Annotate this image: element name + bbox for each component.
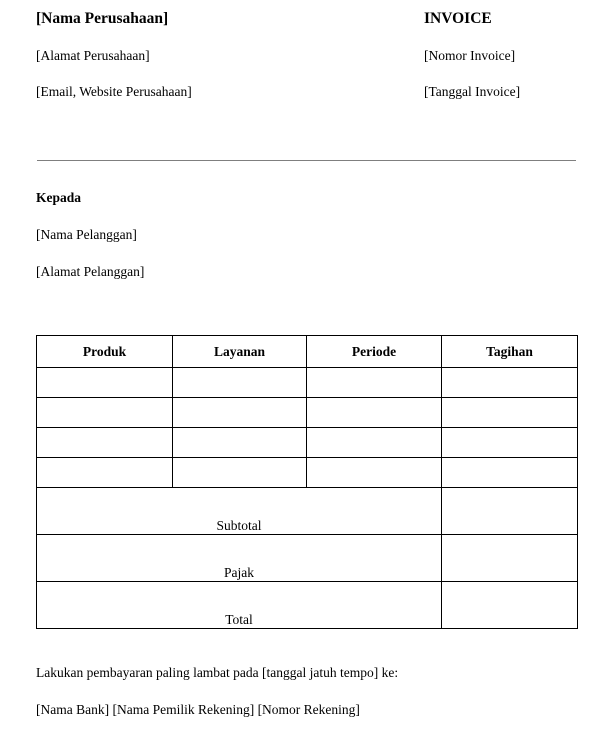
company-contact: [Email, Website Perusahaan] <box>36 84 192 99</box>
total-value[interactable] <box>442 582 578 629</box>
invoice-number: [Nomor Invoice] <box>424 48 516 63</box>
recipient-block <box>36 189 436 280</box>
cell-periode[interactable] <box>307 368 442 398</box>
company-info-block <box>36 9 192 100</box>
cell-tagihan[interactable] <box>442 398 578 428</box>
invoice-title: INVOICE <box>424 10 492 27</box>
cell-layanan[interactable] <box>173 398 307 428</box>
recipient-customer-name: [Nama Pelanggan] <box>36 227 137 242</box>
invoice-date: [Tanggal Invoice] <box>424 84 521 99</box>
document-header <box>36 9 577 124</box>
table-row-total <box>37 582 578 629</box>
cell-tagihan[interactable] <box>442 428 578 458</box>
table-row-pajak <box>37 535 578 582</box>
cell-produk[interactable] <box>37 458 173 488</box>
header-divider-rule <box>37 160 576 161</box>
cell-tagihan[interactable] <box>442 458 578 488</box>
cell-layanan[interactable] <box>173 368 307 398</box>
column-header-layanan: Layanan <box>173 336 307 368</box>
cell-periode[interactable] <box>307 398 442 428</box>
table-row[interactable] <box>37 398 578 428</box>
cell-layanan[interactable] <box>173 428 307 458</box>
cell-tagihan[interactable] <box>442 368 578 398</box>
recipient-heading: Kepada <box>36 190 82 205</box>
cell-layanan[interactable] <box>173 458 307 488</box>
column-header-produk: Produk <box>37 336 173 368</box>
total-label: Total <box>37 582 442 629</box>
invoice-line-items-table <box>36 335 578 629</box>
payment-instruction-text: Lakukan pembayaran paling lambat pada [tanggal jatuh tempo] ke: <box>36 665 399 680</box>
table-row[interactable] <box>37 458 578 488</box>
pajak-value[interactable] <box>442 535 578 582</box>
pajak-label: Pajak <box>37 535 442 582</box>
cell-produk[interactable] <box>37 368 173 398</box>
subtotal-label: Subtotal <box>37 488 442 535</box>
table-row[interactable] <box>37 368 578 398</box>
cell-periode[interactable] <box>307 458 442 488</box>
cell-produk[interactable] <box>37 428 173 458</box>
company-name: [Nama Perusahaan] <box>36 10 169 27</box>
invoice-meta-block <box>424 9 520 100</box>
company-address: [Alamat Perusahaan] <box>36 48 150 63</box>
column-header-periode: Periode <box>307 336 442 368</box>
cell-periode[interactable] <box>307 428 442 458</box>
column-header-tagihan: Tagihan <box>442 336 578 368</box>
recipient-customer-address: [Alamat Pelanggan] <box>36 264 145 279</box>
bank-details-text: [Nama Bank] [Nama Pemilik Rekening] [Nomor Rekening] <box>36 702 360 717</box>
table-row[interactable] <box>37 428 578 458</box>
table-header-row <box>37 336 578 368</box>
subtotal-value[interactable] <box>442 488 578 535</box>
table-row-subtotal <box>37 488 578 535</box>
payment-footer-block <box>36 664 577 718</box>
cell-produk[interactable] <box>37 398 173 428</box>
